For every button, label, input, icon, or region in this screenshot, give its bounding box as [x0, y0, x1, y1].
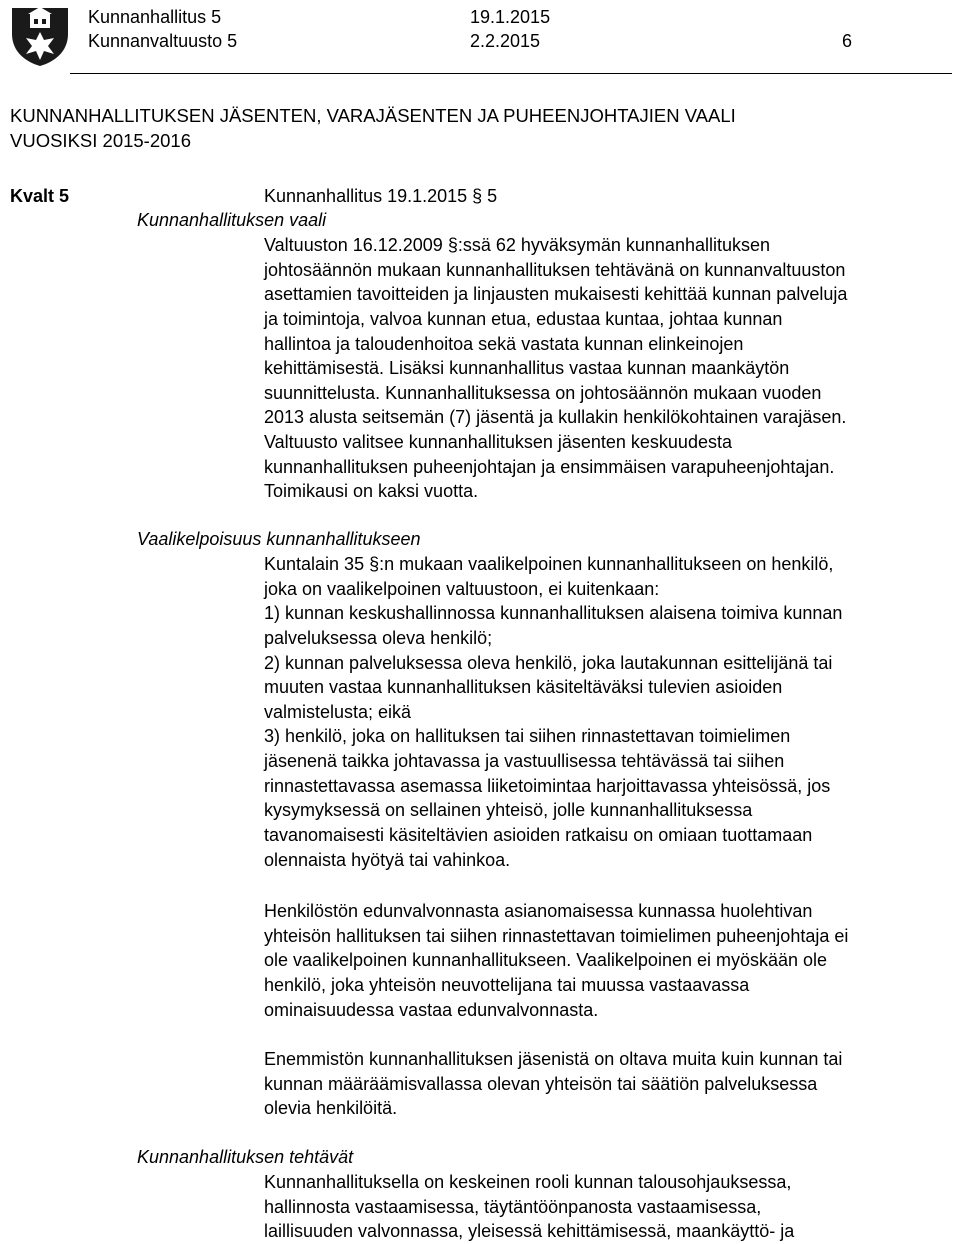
section-subtitle: Kunnanhallituksen vaali [137, 210, 327, 230]
text-line: johtosäännön mukaan kunnanhallituksen tehtävänä on kunnanvaltuuston [264, 259, 846, 280]
header-date-2: 2.2.2015 [470, 31, 541, 51]
text-line: ole vaalikelpoinen kunnanhallitukseen. Vaalikelpoinen ei myöskään ole [264, 950, 828, 971]
header-divider [70, 73, 952, 74]
text-line: Kunnanhallituksella on keskeinen rooli kunnan talousohjauksessa, [264, 1172, 792, 1192]
text-line: palveluksessa oleva henkilö; [264, 627, 493, 648]
intro-paragraph [264, 233, 847, 504]
staff-representation-paragraph [264, 899, 848, 1022]
text-line: kysymyksessä on sellainen yhteisö, jolle kunnanhallituksessa [264, 800, 753, 821]
text-line: ja toimintoja, valvoa kunnan etua, edustaa kuntaa, johtaa kunnan [264, 308, 783, 329]
text-line: laillisuuden valvonnassa, yleisessä kehittämisessä, maankäyttö- ja [264, 1221, 795, 1242]
text-line: henkilö, joka yhteisön neuvottelijana tai muussa vastaavassa [264, 974, 750, 995]
text-line: 2013 alusta seitsemän (7) jäsentä ja kullakin henkilökohtainen varajäsen. [264, 407, 847, 428]
text-line: kunnanhallituksen puheenjohtajan ja ensimmäisen varapuheenjohtajan. [264, 456, 835, 477]
header-meeting-1: Kunnanhallitus 5 [88, 7, 222, 27]
text-line: muuten vastaa kunnanhallituksen käsiteltäväksi tulevien asioiden [264, 677, 783, 698]
document-title-line2: VUOSIKSI 2015-2016 [10, 130, 191, 151]
text-line: suunnittelusta. Kunnanhallituksessa on johtosäännön mukaan vuoden [264, 382, 822, 403]
text-line: Valtuusto valitsee kunnanhallituksen jäsenten keskuudesta [264, 432, 732, 453]
text-line: kehittämisestä. Lisäksi kunnanhallitus vastaa kunnan maankäytön [264, 358, 790, 379]
text-line: Valtuuston 16.12.2009 §:ssä 62 hyväksymän kunnanhallituksen [264, 235, 771, 255]
text-line: Toimikausi on kaksi vuotta. [264, 481, 479, 502]
header-meeting-2: Kunnanvaltuusto 5 [88, 31, 238, 51]
text-line: 3) henkilö, joka on hallituksen tai siihen rinnastettavan toimielimen [264, 726, 791, 747]
text-line: joka on vaalikelpoinen valtuustoon, ei kuitenkaan: [264, 578, 660, 599]
text-line: hallinnosta vastaamisessa, täytäntöönpanosta vastaamisessa, [264, 1196, 762, 1217]
text-line: Henkilöstön edunvalvonnasta asianomaisessa kunnassa huolehtivan [264, 901, 813, 921]
text-line: hallintoa ja taloudenhoitoa sekä vastata kunnan elinkeinojen [264, 333, 744, 354]
text-line: yhteisön hallituksen tai siihen rinnastettavan toimielimen puheenjohtaja ei [264, 925, 849, 946]
tasks-heading: Kunnanhallituksen tehtävät [137, 1147, 354, 1167]
eligibility-heading: Vaalikelpoisuus kunnanhallitukseen [137, 529, 421, 549]
text-line: Enemmistön kunnanhallituksen jäsenistä on oltava muita kuin kunnan tai [264, 1049, 843, 1069]
document-title-line1: KUNNANHALLITUKSEN JÄSENTEN, VARAJÄSENTEN JA PUHEENJOHTAJIEN VAALI [10, 105, 736, 126]
header-date-1: 19.1.2015 [470, 7, 551, 27]
text-line: olevia henkilöitä. [264, 1098, 398, 1119]
section-label: Kvalt 5 [10, 186, 70, 206]
text-line: 1) kunnan keskushallinnossa kunnanhallituksen alaisena toimiva kunnan [264, 603, 843, 624]
coat-of-arms-logo [8, 4, 72, 68]
text-line: rinnastettavassa asemassa liiketoimintaa harjoittavassa yhteisössä, jos [264, 775, 831, 796]
section-reference: Kunnanhallitus 19.1.2015 § 5 [264, 186, 498, 206]
text-line: jäsenenä taikka johtavassa ja vastuullisessa tehtävässä tai siihen [264, 751, 785, 772]
tasks-paragraph [264, 1170, 794, 1244]
text-line: tavanomaisesti käsiteltävien asioiden ratkaisu on omiaan tuottamaan [264, 825, 813, 846]
text-line: valmistelusta; eikä [264, 701, 412, 722]
text-line: 2) kunnan palveluksessa oleva henkilö, joka lautakunnan esittelijänä tai [264, 652, 833, 673]
page-number: 6 [842, 31, 853, 51]
text-line: kunnan määräämisvallassa olevan yhteisön tai säätiön palveluksessa [264, 1073, 818, 1094]
text-line: olennaista hyötyä tai vahinkoa. [264, 849, 511, 870]
majority-paragraph [264, 1047, 842, 1121]
text-line: asettamien tavoitteiden ja linjausten mukaisesti kehittää kunnan palveluja [264, 284, 848, 305]
text-line: Kuntalain 35 §:n mukaan vaalikelpoinen kunnanhallitukseen on henkilö, [264, 554, 834, 574]
eligibility-paragraph [264, 552, 842, 872]
text-line: ominaisuudessa vastaa edunvalvonnasta. [264, 999, 599, 1020]
